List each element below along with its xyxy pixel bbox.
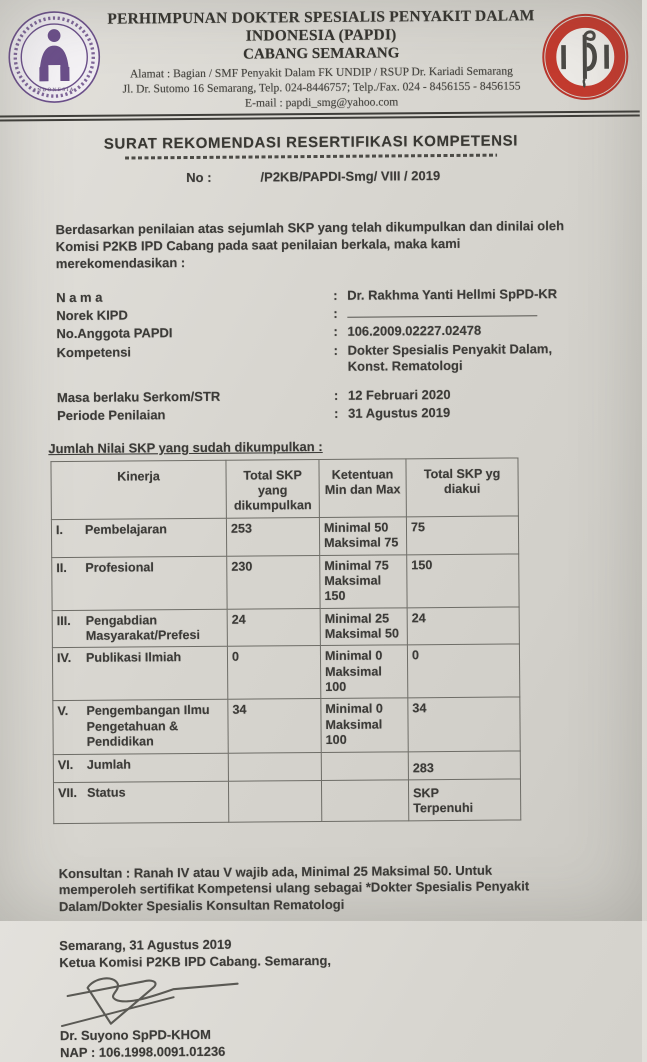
table-row: II. Profesional 230 Minimal 75 Maksimal 150 150 (52, 554, 519, 611)
signatory-nap: NAP : 106.1998.0091.01236 (60, 1043, 226, 1061)
table-row: V. Pengembangan Ilmu Pengetahuan & Pendidikan 34 Minimal 0 Maksimal 100 34 (53, 697, 520, 754)
address-line-1: Alamat : Bagian / SMF Penyakit Dalam FK UNDIP / RSUP Dr. Kariadi Semarang (129, 64, 513, 81)
skp-table (50, 457, 521, 823)
signature-scribble-icon (55, 973, 255, 1031)
letter-number-value: /P2KB/PAPDI-Smg/ VIII / 2019 (260, 168, 441, 185)
field-periode: Periode Penilaian : 31 Agustus 2019 (57, 404, 451, 423)
field-nama: N a m a : Dr. Rakhma Yanti Hellmi SpPD-KR (56, 285, 558, 305)
field-kompetensi: Kompetensi : Dokter Spesialis Penyakit Dalam, Konst. Rematologi (56, 341, 553, 374)
field-label: Periode Penilaian (57, 407, 166, 423)
field-value: 106.2009.02227.02478 (347, 323, 482, 340)
col-ketentuan: Ketentuan Min dan Max (319, 459, 406, 518)
document-title: SURAT REKOMENDASI RESERTIFIKASI KOMPETENSI (103, 132, 519, 154)
konsultan-note: Konsultan : Ranah IV atau V wajib ada, Minimal 25 Maksimal 50. Untuk memperoleh sertifikat Kompetensi ulang sebagai *Dokter Spesialis Penyakit Dalam/Dokter Spesialis Konsultan Rematologi (58, 862, 530, 915)
svg-text:INDONESIA: INDONESIA (34, 87, 75, 94)
signatory-role: Ketua Komisi P2KB IPD Cabang. Semarang, (59, 953, 332, 971)
col-total-skp: Total SKP yang dikumpulkan (226, 459, 319, 518)
table-row: VII. Status SKP Terpenuhi (53, 779, 520, 823)
letterhead-text (103, 5, 540, 112)
field-label: Norek KIPD (56, 307, 128, 324)
field-value: 12 Februari 2020 (347, 386, 451, 403)
intro-paragraph: Berdasarkan penilaian atas sejumlah SKP yang telah dikumpulkan dan dinilai oleh Komisi P2KB IPD Cabang pada saat penilaian berkala, maka kami merekomendasikan : (55, 218, 565, 271)
col-kinerja: Kinerja (51, 460, 226, 519)
table-row: I. Pembelajaran 253 Minimal 50 Maksimal 75 75 (51, 516, 518, 557)
field-value: Dokter Spesialis Penyakit Dalam, Konst. Rematologi (347, 341, 553, 374)
email-line: E-mail : papdi_smg@yahoo.com (244, 95, 399, 110)
field-no-anggota: No.Anggota PAPDI : 106.2009.02227.02478 (56, 323, 482, 342)
table-row: VI. Jumlah 283 (53, 750, 520, 782)
field-norek-kipd: Norek KIPD : (56, 304, 641, 324)
letter-number-label: No : (186, 169, 212, 186)
field-label: No.Anggota PAPDI (56, 325, 173, 342)
letter-number-row (186, 167, 632, 186)
recipient-fields (56, 285, 642, 424)
branch-name: CABANG SEMARANG (243, 45, 400, 63)
title-dashed-underline (125, 154, 497, 160)
papdi-logo-icon (6, 9, 104, 112)
field-label: Kompetensi (56, 344, 132, 360)
field-value: 31 Agustus 2019 (348, 404, 451, 421)
place-date: Semarang, 31 Agustus 2019 (59, 936, 232, 954)
signatory-name: Dr. Suyono SpPD-KHOM (59, 1026, 211, 1044)
table-row: III. Pengabdian Masyarakat/Prefesi 24 Minimal 25 Maksimal 50 24 (52, 607, 519, 648)
org-name: PERHIMPUNAN DOKTER SPESIALIS PENYAKIT DALAM INDONESIA (PAPDI) (107, 7, 535, 45)
letterhead (0, 0, 640, 113)
table-row: IV. Publikasi Ilmiah 0 Minimal 0 Maksimal 100 0 (52, 644, 519, 701)
title-block (0, 132, 632, 187)
blank-underline (347, 304, 537, 317)
table-caption: Jumlah Nilai SKP yang sudah dikumpulkan : (48, 438, 323, 456)
field-label: N a m a (56, 289, 103, 305)
field-value: Dr. Rakhma Yanti Hellmi SpPD-KR (347, 285, 558, 303)
signature-block (59, 934, 647, 1062)
col-diakui: Total SKP yg diakui (406, 458, 518, 517)
idi-logo-icon (539, 5, 632, 109)
table-header-row (51, 458, 518, 520)
address-line-2: Jl. Dr. Sutomo 16 Semarang, Telp. 024-8446757; Telp./Fax. 024 - 8456155 - 8456155 (122, 79, 521, 96)
field-label: Masa berlaku Serkom/STR (56, 388, 221, 405)
field-masa-berlaku: Masa berlaku Serkom/STR : 12 Februari 2020 (56, 386, 451, 405)
header-divider (0, 111, 640, 122)
